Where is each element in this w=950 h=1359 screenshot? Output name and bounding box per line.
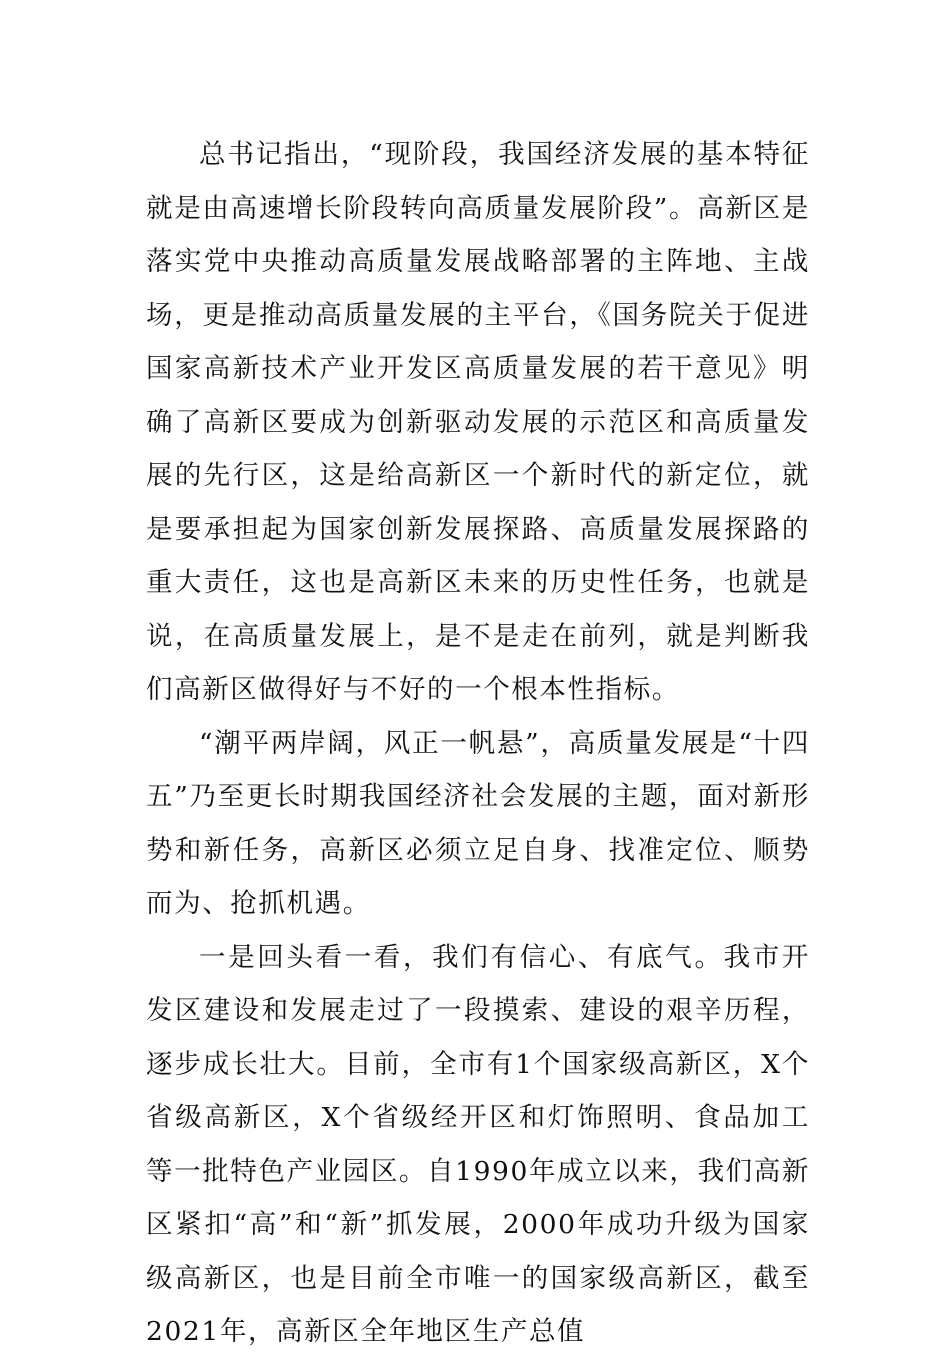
paragraph-3: 一是回头看一看，我们有信心、有底气。我市开发区建设和发展走过了一段摸索、建设的艰辛历程，逐步成长壮大。目前，全市有1个国家级高新区，X个省级高新区，X个省级经开区和灯饰照明、食品加工等一批特色产业园区。自1990年成立以来，我们高新区紧扣“高”和“新”抓发展，2000年成功升级为国家级高新区，也是目前全市唯一的国家级高新区，截至2021年，高新区全年地区生产总值 [146,941,810,1347]
document-body [146,128,810,1359]
paragraph-1: 总书记指出，“现阶段，我国经济发展的基本特征就是由高速增长阶段转向高质量发展阶段”。高新区是落实党中央推动高质量发展战略部署的主阵地、主战场，更是推动高质量发展的主平台，《国务院关于促进国家高新技术产业开发区高质量发展的若干意见》明确了高新区要成为创新驱动发展的示范区和高质量发展的先行区，这是给高新区一个新时代的新定位，就是要承担起为国家创新发展探路、高质量发展探路的重大责任，这也是高新区未来的历史性任务，也就是说，在高质量发展上，是不是走在前列，就是判断我们高新区做得好与不好的一个根本性指标。 [146,139,810,705]
paragraph-2: “潮平两岸阔，风正一帆悬”，高质量发展是“十四五”乃至更长时期我国经济社会发展的主题，面对新形势和新任务，高新区必须立足自身、找准定位、顺势而为、抢抓机遇。 [146,727,810,919]
